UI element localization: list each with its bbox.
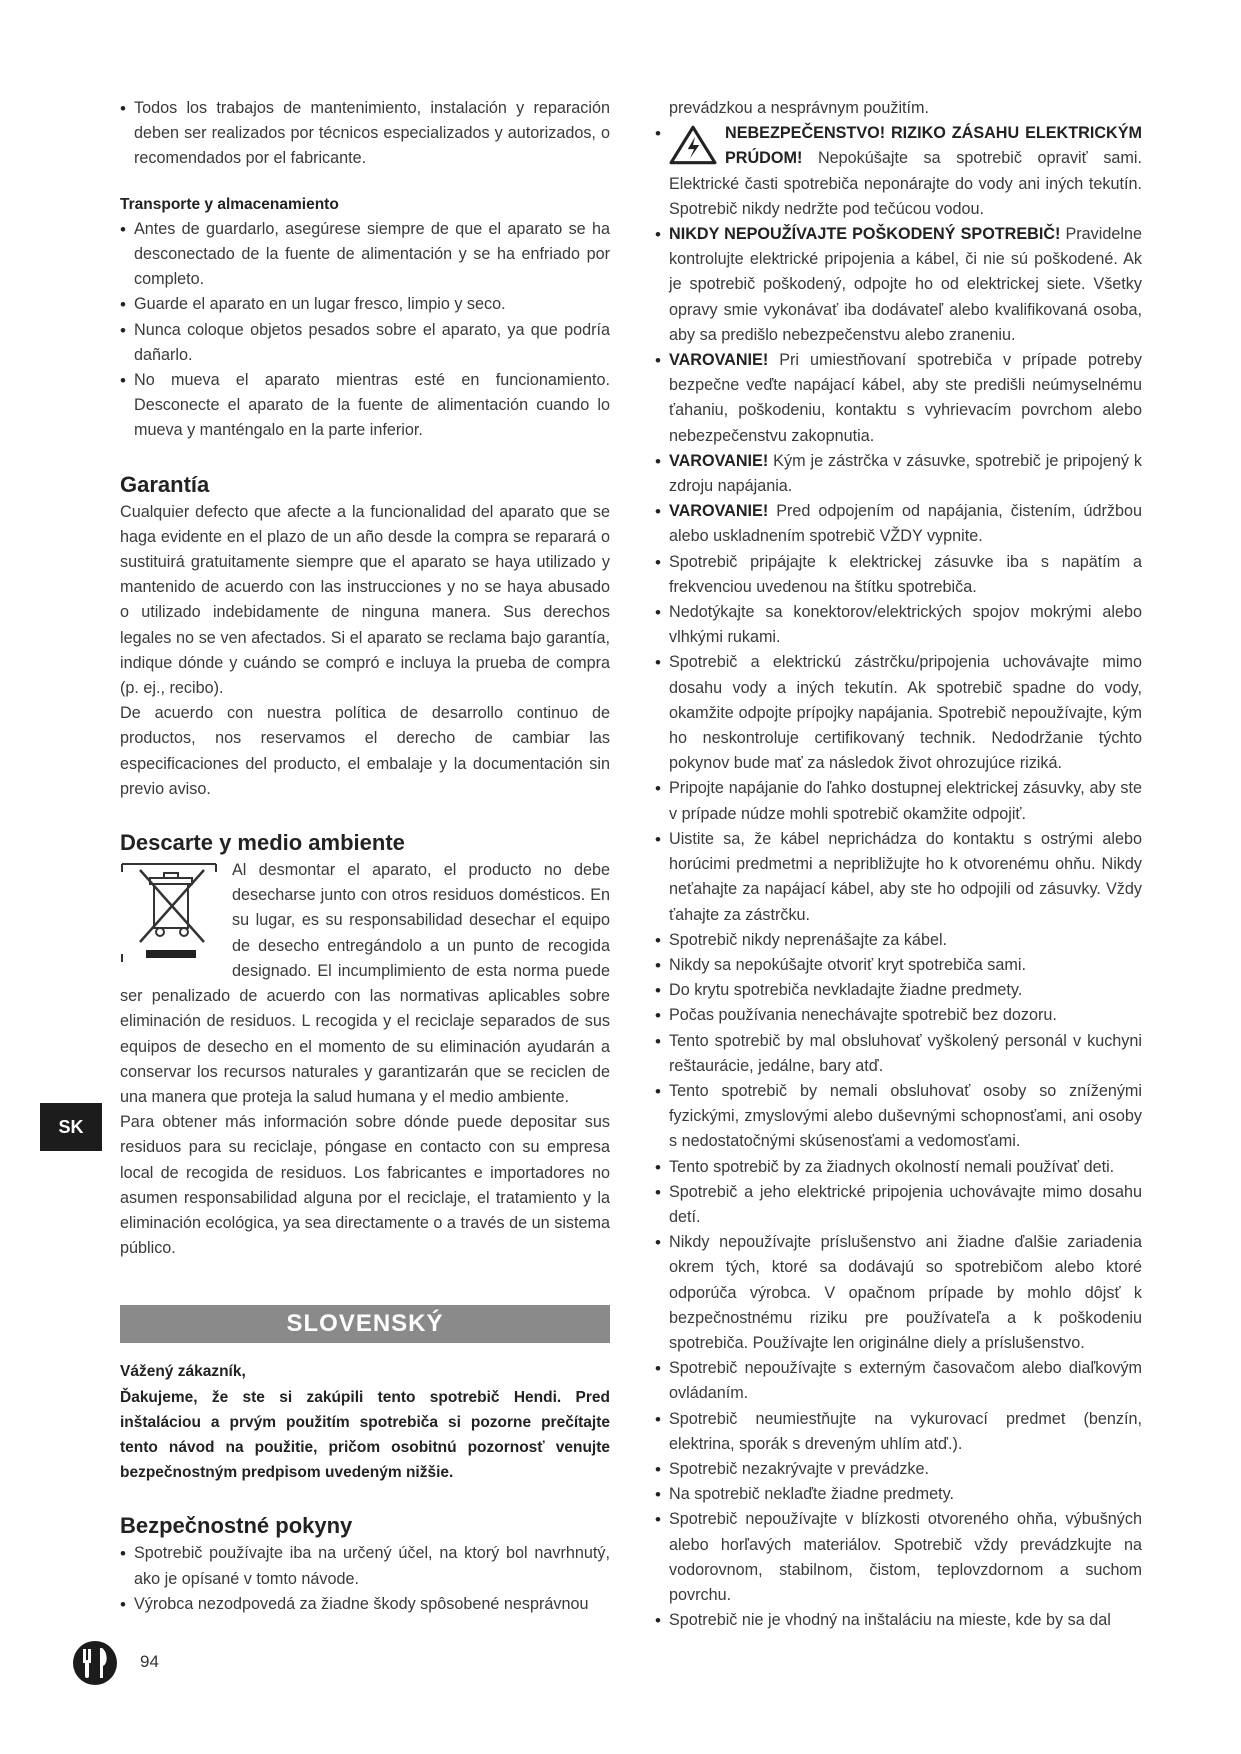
list-item: • Uistite sa, že kábel neprichádza do kontaktu s ostrými alebo horúcimi predmetmi a nepribližujte ho k otvorenému ohňu. Nikdy neťahajte za napájací kábel, aby ste ho odpojili od zásuvky. Vždy ťahajte za zástrčku. <box>655 827 1142 928</box>
list-item: • Todos los trabajos de mantenimiento, instalación y reparación deben ser realizados por técnicos especializados y autorizados, o recomendados por el fabricante. <box>120 96 610 172</box>
warning-strong-text: NEBEZPEČENSTVO! RIZIKO ZÁSAHU ELEKTRICKÝM PRÚDOM! <box>725 124 1142 168</box>
list-item: • Spotrebič nie je vhodný na inštaláciu na mieste, kde by sa dal <box>655 1608 1142 1633</box>
language-side-tab: SK <box>40 1103 102 1151</box>
continuation-text: prevádzkou a nesprávnym použitím. <box>669 99 930 117</box>
greeting: Vážený zákazník, <box>120 1363 246 1381</box>
list-item: • Tento spotrebič by mal obsluhovať vyškolený personál v kuchyni reštaurácie, jedálne, bary atď. <box>655 1029 1142 1079</box>
right-column <box>655 96 1142 1633</box>
list-item: • Nikdy nepoužívajte príslušenstvo ani žiadne ďalšie zariadenia okrem tých, ktoré sa dodávajú so spotrebičom alebo ktoré odporúča výrobca. V opačnom prípade by mohlo dôjsť k bezpečnostnému riziku pre používateľa a k poškodeniu spotrebiča. Používajte len originálne diely a príslušenstvo. <box>655 1230 1142 1356</box>
list-item: • VAROVANIE! Pri umiestňovaní spotrebiča v prípade potreby bezpečne veďte napájací kábel, aby ste predišli neúmyselnému ťahaniu, poškodeniu, kontaktu s vyhrievacím povrchom alebo nebezpečenstvu zakopnutia. <box>655 348 1142 449</box>
safety-heading: Bezpečnostné pokyny <box>120 1513 353 1539</box>
list-item: • VAROVANIE! Pred odpojením od napájania, čistením, údržbou alebo uskladnením spotrebič VŽDY vypnite. <box>655 499 1142 549</box>
list-item: • Nedotýkajte sa konektorov/elektrických spojov mokrými alebo vlhkými rukami. <box>655 600 1142 650</box>
warranty-paragraph: Cualquier defecto que afecte a la funcionalidad del aparato que se haga evidente en el plazo de un año desde la compra se reparará o sustituirá gratuitamente siempre que el aparato se haya utilizado y mantenido de acuerdo con las instrucciones y no se haya abusado o utilizado indebidamente de ninguna manera. Sus derechos legales no se ven afectados. Si el aparato se reclama bajo garantía, indique dónde y cuándo se compró e incluya la prueba de compra (p. ej., recibo). <box>120 502 610 698</box>
list-item: • Pripojte napájanie do ľahko dostupnej elektrickej zásuvky, aby ste v prípade núdze mohli spotrebič okamžite odpojiť. <box>655 776 1142 826</box>
list-item: • Na spotrebič neklaďte žiadne predmety. <box>655 1482 1142 1507</box>
crossed-bin-icon <box>120 862 220 964</box>
list-item: • Spotrebič pripájajte k elektrickej zásuvke iba s napätím a frekvenciou uvedenou na štítku spotrebiča. <box>655 550 1142 600</box>
list-item: • Tento spotrebič by za žiadnych okolností nemali používať deti. <box>655 1155 1142 1180</box>
language-banner: SLOVENSKÝ <box>120 1305 610 1343</box>
list-item: • Antes de guardarlo, asegúrese siempre de que el aparato se ha desconectado de la fuente de alimentación y se ha enfriado por completo. <box>120 217 610 293</box>
warranty-paragraph-2: De acuerdo con nuestra política de desarrollo continuo de productos, nos reservamos el derecho de cambiar las especificaciones del producto, el embalaje y la documentación sin previo aviso. <box>120 704 610 798</box>
disposal-paragraph: Al desmontar el aparato, el producto no debe desecharse junto con otros residuos domésticos. En su lugar, es su responsabilidad desechar el equipo de desecho entregándolo a un punto de recogida designado. El incumplimiento de esta norma puede ser penalizado de acuerdo con las normativas aplicables sobre eliminación de residuos. L recogida y el reciclaje separados de sus equipos de desecho en el momento de su eliminación ayudarán a conservar los recursos naturales y garantizarán que se reciclen de una manera que proteja la salud humana y el medio ambiente. <box>120 861 610 1106</box>
disposal-block <box>120 858 610 1110</box>
fork-knife-icon <box>72 1640 118 1686</box>
list-item: • Spotrebič nikdy neprenášajte za kábel. <box>655 928 1142 953</box>
left-column <box>120 96 610 1617</box>
list-item: • Spotrebič nepoužívajte v blízkosti otvoreného ohňa, výbušných alebo horľavých materiálov. Spotrebič vždy prevádzkujte na vodorovnom, stabilnom, čistom, teplovzdornom a suchom povrchu. <box>655 1507 1142 1608</box>
safety-list <box>120 1541 610 1617</box>
list-item: • Tento spotrebič by nemali obsluhovať osoby so zníženými fyzickými, zmyslovými alebo duševnými schopnosťami, ani osoby s nedostatočnými skúsenosťami a vedomosťami. <box>655 1079 1142 1155</box>
list-item: • Nunca coloque objetos pesados sobre el aparato, ya que podría dañarlo. <box>120 318 610 368</box>
disposal-heading: Descarte y medio ambiente <box>120 830 405 856</box>
list-item: • Spotrebič používajte iba na určený účel, na ktorý bol navrhnutý, ako je opísané v tomto návode. <box>120 1541 610 1591</box>
intro-paragraph: Ďakujeme, že ste si zakúpili tento spotrebič Hendi. Pred inštaláciou a prvým použitím spotrebiča si pozorne prečítajte tento návod na použitie, pričom osobitnú pozornosť venujte bezpečnostným predpisom uvedeným nižšie. <box>120 1388 610 1482</box>
list-item: • Spotrebič neumiestňujte na vykurovací predmet (benzín, elektrina, sporák s dreveným uhlím atď.). <box>655 1407 1142 1457</box>
maintenance-list <box>120 96 610 172</box>
list-item: • VAROVANIE! Kým je zástrčka v zásuvke, spotrebič je pripojený k zdroju napájania. <box>655 449 1142 499</box>
transport-list <box>120 217 610 444</box>
list-item: • Spotrebič a elektrickú zástrčku/pripojenia uchovávajte mimo dosahu vody a iných tekutín. Ak spotrebič spadne do vody, okamžite odpojte prípojky napájania. Spotrebič nepoužívajte, kým ho neskontroluje certifikovaný technik. Nedodržanie týchto pokynov bude mať za následok život ohrozujúce riziká. <box>655 650 1142 776</box>
page-number: 94 <box>140 1652 159 1671</box>
list-item: • NIKDY NEPOUŽÍVAJTE POŠKODENÝ SPOTREBIČ! Pravidelne kontrolujte elektrické pripojenia a kábel, či nie sú poškodené. Ak je spotrebič poškodený, odpojte ho od elektrickej siete. Všetky opravy smie vykonávať iba dodávateľ alebo kvalifikovaná osoba, aby sa predišlo nebezpečenstvu alebo zraneniu. <box>655 222 1142 348</box>
list-item: • Nikdy sa nepokúšajte otvoriť kryt spotrebiča sami. <box>655 953 1142 978</box>
list-item: • Guarde el aparato en un lugar fresco, limpio y seco. <box>120 292 610 317</box>
transport-heading: Transporte y almacenamiento <box>120 195 339 213</box>
list-item: • Počas používania nenechávajte spotrebič bez dozoru. <box>655 1003 1142 1028</box>
safety-list-continued <box>655 121 1142 1633</box>
disposal-paragraph-2: Para obtener más información sobre dónde puede depositar sus residuos para su reciclaje, póngase en contacto con su empresa local de recogida de residuos. Los fabricantes e importadores no asumen responsabilidad alguna por el reciclaje, el tratamiento y la eliminación ecológica, ya sea directamente o a través de un sistema público. <box>120 1113 610 1258</box>
list-item: • Výrobca nezodpovedá za žiadne škody spôsobené nesprávnou <box>120 1592 610 1617</box>
list-item: • Spotrebič nezakrývajte v prevádzke. <box>655 1457 1142 1482</box>
list-item: • No mueva el aparato mientras esté en funcionamiento. Desconecte el aparato de la fuente de alimentación cuando lo mueva y manténgalo en la parte inferior. <box>120 368 610 444</box>
warranty-heading: Garantía <box>120 471 210 497</box>
list-item-electric-warning <box>655 121 1142 222</box>
list-item: • Spotrebič nepoužívajte s externým časovačom alebo diaľkovým ovládaním. <box>655 1356 1142 1406</box>
list-item: • Do krytu spotrebiča nevkladajte žiadne predmety. <box>655 978 1142 1003</box>
warning-text: Nepokúšajte sa spotrebič opraviť sami. Elektrické časti spotrebiča neponárajte do vody ani iných tekutín. Spotrebič nikdy nedržte pod tečúcou vodou. <box>669 149 1142 218</box>
electric-warning-icon <box>669 125 717 165</box>
list-item: • Spotrebič a jeho elektrické pripojenia uchovávajte mimo dosahu detí. <box>655 1180 1142 1230</box>
